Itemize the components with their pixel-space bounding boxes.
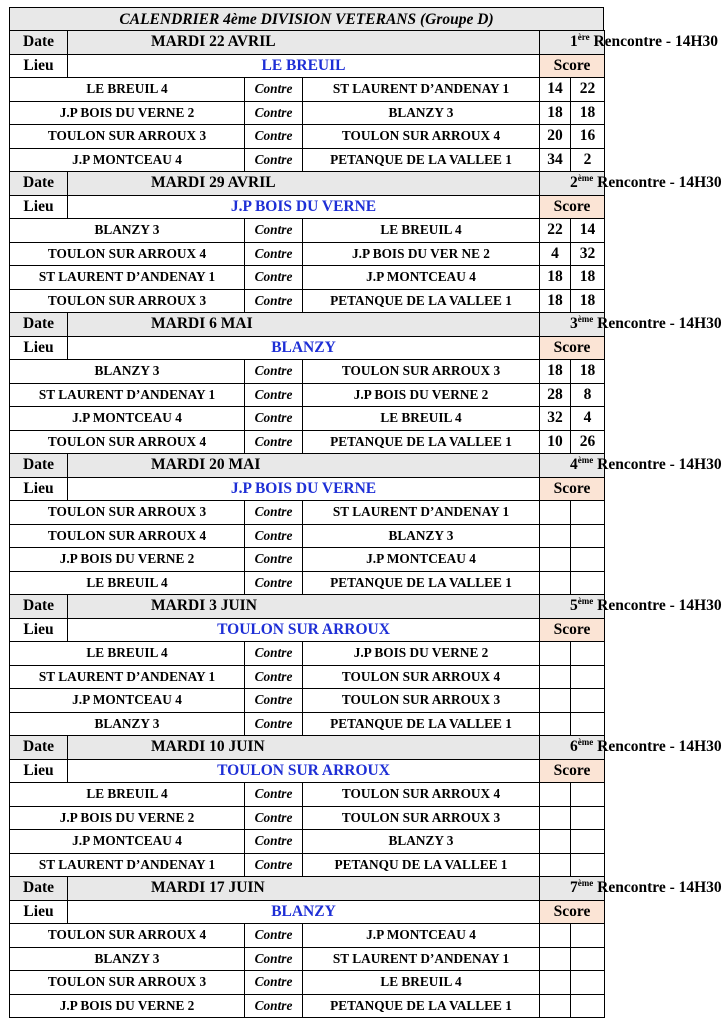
home-team: TOULON SUR ARROUX 3 <box>10 125 245 149</box>
away-team: ST LAURENT D’ANDENAY 1 <box>303 501 540 525</box>
versus-label: Contre <box>245 924 303 948</box>
away-score <box>571 924 605 948</box>
round-ordinal: ème <box>577 596 594 607</box>
home-score <box>540 571 571 595</box>
round-date: MARDI 3 JUIN <box>68 595 540 619</box>
score-header: Score <box>540 618 605 642</box>
versus-label: Contre <box>245 947 303 971</box>
away-team: ST LAURENT D’ANDENAY 1 <box>303 947 540 971</box>
away-team: J.P MONTCEAU 4 <box>303 266 540 290</box>
home-score: 20 <box>540 125 571 149</box>
round-date-row <box>10 877 605 901</box>
home-team: TOULON SUR ARROUX 4 <box>10 242 245 266</box>
match-row <box>10 219 605 243</box>
round-number <box>540 172 722 196</box>
home-score <box>540 994 571 1018</box>
away-team: J.P BOIS DU VERNE 2 <box>303 642 540 666</box>
away-score: 16 <box>571 125 605 149</box>
away-team: LE BREUIL 4 <box>303 219 540 243</box>
home-team: ST LAURENT D’ANDENAY 1 <box>10 853 245 877</box>
away-team: PETANQUE DE LA VALLEE 1 <box>303 994 540 1018</box>
match-row <box>10 242 605 266</box>
away-team: PETANQUE DE LA VALLEE 1 <box>303 148 540 172</box>
round-time: Rencontre - 14H30 <box>593 174 722 192</box>
versus-label: Contre <box>245 407 303 431</box>
date-label: Date <box>10 454 68 478</box>
score-header: Score <box>540 477 605 501</box>
match-row <box>10 430 605 454</box>
calendar-title: CALENDRIER 4ème DIVISION VETERANS (Groupe D) <box>9 7 604 30</box>
home-score: 34 <box>540 148 571 172</box>
round-time: Rencontre - 14H30 <box>593 597 722 615</box>
away-score <box>571 524 605 548</box>
round-number <box>540 736 722 760</box>
round-ordinal: ème <box>577 173 594 184</box>
match-row <box>10 524 605 548</box>
versus-label: Contre <box>245 712 303 736</box>
round-index: 6 <box>570 738 578 756</box>
home-score <box>540 853 571 877</box>
round-index: 5 <box>570 597 578 615</box>
versus-label: Contre <box>245 219 303 243</box>
home-team: TOULON SUR ARROUX 4 <box>10 524 245 548</box>
score-header: Score <box>540 336 605 360</box>
round-number <box>540 31 719 55</box>
away-score: 26 <box>571 430 605 454</box>
match-row <box>10 289 605 313</box>
calendar-sheet <box>9 7 722 1018</box>
match-row <box>10 548 605 572</box>
match-row <box>10 947 605 971</box>
venue-label: Lieu <box>10 477 68 501</box>
away-team: TOULON SUR ARROUX 4 <box>303 125 540 149</box>
score-header: Score <box>540 195 605 219</box>
away-team: LE BREUIL 4 <box>303 971 540 995</box>
round-number <box>540 454 722 478</box>
home-score <box>540 830 571 854</box>
round-time: Rencontre - 14H30 <box>593 738 722 756</box>
round-ordinal: ème <box>577 314 594 325</box>
versus-label: Contre <box>245 501 303 525</box>
versus-label: Contre <box>245 242 303 266</box>
venue-name: BLANZY <box>68 336 540 360</box>
versus-label: Contre <box>245 125 303 149</box>
home-score: 22 <box>540 219 571 243</box>
match-row <box>10 407 605 431</box>
versus-label: Contre <box>245 101 303 125</box>
home-team: ST LAURENT D’ANDENAY 1 <box>10 383 245 407</box>
round-venue-row <box>10 477 605 501</box>
home-team: LE BREUIL 4 <box>10 571 245 595</box>
away-score <box>571 548 605 572</box>
home-score: 18 <box>540 266 571 290</box>
match-row <box>10 642 605 666</box>
round-date-row <box>10 172 605 196</box>
home-score <box>540 501 571 525</box>
home-team: LE BREUIL 4 <box>10 78 245 102</box>
round-index: 4 <box>570 456 578 474</box>
date-label: Date <box>10 877 68 901</box>
round-date: MARDI 10 JUIN <box>68 736 540 760</box>
away-team: BLANZY 3 <box>303 524 540 548</box>
away-team: TOULON SUR ARROUX 3 <box>303 689 540 713</box>
home-team: TOULON SUR ARROUX 3 <box>10 289 245 313</box>
home-team: J.P MONTCEAU 4 <box>10 830 245 854</box>
away-score: 14 <box>571 219 605 243</box>
match-row <box>10 360 605 384</box>
home-team: ST LAURENT D’ANDENAY 1 <box>10 266 245 290</box>
round-date-row <box>10 454 605 478</box>
home-score <box>540 971 571 995</box>
versus-label: Contre <box>245 830 303 854</box>
home-score: 10 <box>540 430 571 454</box>
home-score <box>540 548 571 572</box>
home-team: ST LAURENT D’ANDENAY 1 <box>10 665 245 689</box>
home-team: J.P BOIS DU VERNE 2 <box>10 994 245 1018</box>
away-team: TOULON SUR ARROUX 3 <box>303 806 540 830</box>
home-score <box>540 689 571 713</box>
home-team: BLANZY 3 <box>10 712 245 736</box>
home-team: TOULON SUR ARROUX 3 <box>10 501 245 525</box>
round-date-row <box>10 736 605 760</box>
away-team: BLANZY 3 <box>303 830 540 854</box>
away-team: ST LAURENT D’ANDENAY 1 <box>303 78 540 102</box>
away-score <box>571 806 605 830</box>
away-score <box>571 571 605 595</box>
round-venue-row <box>10 618 605 642</box>
versus-label: Contre <box>245 783 303 807</box>
match-row <box>10 78 605 102</box>
round-date: MARDI 22 AVRIL <box>68 31 540 55</box>
schedule-body <box>10 31 722 1018</box>
away-score: 4 <box>571 407 605 431</box>
round-date: MARDI 29 AVRIL <box>68 172 540 196</box>
versus-label: Contre <box>245 78 303 102</box>
venue-label: Lieu <box>10 195 68 219</box>
round-date: MARDI 17 JUIN <box>68 877 540 901</box>
round-number <box>540 313 722 337</box>
away-score <box>571 971 605 995</box>
match-row <box>10 689 605 713</box>
away-team: PETANQUE DE LA VALLEE 1 <box>303 430 540 454</box>
home-team: J.P BOIS DU VERNE 2 <box>10 806 245 830</box>
home-team: J.P MONTCEAU 4 <box>10 148 245 172</box>
home-team: BLANZY 3 <box>10 947 245 971</box>
round-time: Rencontre - 14H30 <box>593 456 722 474</box>
away-team: PETANQU DE LA VALLEE 1 <box>303 853 540 877</box>
date-label: Date <box>10 313 68 337</box>
away-team: J.P MONTCEAU 4 <box>303 924 540 948</box>
away-team: J.P BOIS DU VER NE 2 <box>303 242 540 266</box>
venue-name: J.P BOIS DU VERNE <box>68 477 540 501</box>
score-header: Score <box>540 54 605 78</box>
match-row <box>10 924 605 948</box>
away-team: TOULON SUR ARROUX 4 <box>303 783 540 807</box>
venue-label: Lieu <box>10 54 68 78</box>
home-score <box>540 524 571 548</box>
round-venue-row <box>10 195 605 219</box>
round-date: MARDI 6 MAI <box>68 313 540 337</box>
away-score <box>571 830 605 854</box>
versus-label: Contre <box>245 524 303 548</box>
date-label: Date <box>10 172 68 196</box>
versus-label: Contre <box>245 571 303 595</box>
away-team: PETANQUE DE LA VALLEE 1 <box>303 571 540 595</box>
home-team: J.P MONTCEAU 4 <box>10 689 245 713</box>
away-score: 22 <box>571 78 605 102</box>
round-number <box>540 595 722 619</box>
versus-label: Contre <box>245 289 303 313</box>
match-row <box>10 501 605 525</box>
home-score <box>540 947 571 971</box>
venue-name: LE BREUIL <box>68 54 540 78</box>
match-row <box>10 383 605 407</box>
venue-name: BLANZY <box>68 900 540 924</box>
round-index: 3 <box>570 315 578 333</box>
round-ordinal: ème <box>577 455 594 466</box>
match-row <box>10 806 605 830</box>
home-team: J.P MONTCEAU 4 <box>10 407 245 431</box>
round-venue-row <box>10 336 605 360</box>
away-score: 18 <box>571 289 605 313</box>
round-time: Rencontre - 14H30 <box>593 879 722 897</box>
round-venue-row <box>10 54 605 78</box>
away-team: TOULON SUR ARROUX 3 <box>303 360 540 384</box>
venue-name: TOULON SUR ARROUX <box>68 618 540 642</box>
away-score <box>571 501 605 525</box>
away-team: PETANQUE DE LA VALLEE 1 <box>303 712 540 736</box>
away-score <box>571 665 605 689</box>
versus-label: Contre <box>245 383 303 407</box>
away-team: PETANQUE DE LA VALLEE 1 <box>303 289 540 313</box>
versus-label: Contre <box>245 853 303 877</box>
date-label: Date <box>10 736 68 760</box>
round-ordinal: ème <box>577 737 594 748</box>
away-score: 18 <box>571 266 605 290</box>
venue-name: J.P BOIS DU VERNE <box>68 195 540 219</box>
away-score: 8 <box>571 383 605 407</box>
match-row <box>10 994 605 1018</box>
score-header: Score <box>540 900 605 924</box>
away-score <box>571 994 605 1018</box>
venue-name: TOULON SUR ARROUX <box>68 759 540 783</box>
away-score <box>571 853 605 877</box>
home-team: TOULON SUR ARROUX 4 <box>10 430 245 454</box>
date-label: Date <box>10 31 68 55</box>
round-index: 1 <box>570 33 578 51</box>
home-score: 28 <box>540 383 571 407</box>
home-team: TOULON SUR ARROUX 4 <box>10 924 245 948</box>
away-team: BLANZY 3 <box>303 101 540 125</box>
home-score: 18 <box>540 289 571 313</box>
home-team: J.P BOIS DU VERNE 2 <box>10 101 245 125</box>
match-row <box>10 830 605 854</box>
versus-label: Contre <box>245 148 303 172</box>
away-score <box>571 712 605 736</box>
home-team: LE BREUIL 4 <box>10 642 245 666</box>
date-label: Date <box>10 595 68 619</box>
venue-label: Lieu <box>10 336 68 360</box>
versus-label: Contre <box>245 548 303 572</box>
versus-label: Contre <box>245 806 303 830</box>
home-score <box>540 806 571 830</box>
home-score <box>540 712 571 736</box>
versus-label: Contre <box>245 642 303 666</box>
match-row <box>10 712 605 736</box>
away-score <box>571 642 605 666</box>
schedule-table <box>9 30 722 1018</box>
venue-label: Lieu <box>10 618 68 642</box>
away-team: LE BREUIL 4 <box>303 407 540 431</box>
match-row <box>10 125 605 149</box>
away-score: 32 <box>571 242 605 266</box>
away-team: TOULON SUR ARROUX 4 <box>303 665 540 689</box>
home-score: 18 <box>540 101 571 125</box>
away-score <box>571 947 605 971</box>
round-time: Rencontre - 14H30 <box>589 33 719 51</box>
score-header: Score <box>540 759 605 783</box>
round-ordinal: ère <box>577 32 590 43</box>
match-row <box>10 571 605 595</box>
versus-label: Contre <box>245 971 303 995</box>
round-index: 7 <box>570 879 578 897</box>
home-score: 32 <box>540 407 571 431</box>
home-team: LE BREUIL 4 <box>10 783 245 807</box>
versus-label: Contre <box>245 266 303 290</box>
round-venue-row <box>10 759 605 783</box>
away-team: J.P MONTCEAU 4 <box>303 548 540 572</box>
home-team: J.P BOIS DU VERNE 2 <box>10 548 245 572</box>
away-team: J.P BOIS DU VERNE 2 <box>303 383 540 407</box>
versus-label: Contre <box>245 994 303 1018</box>
away-score <box>571 783 605 807</box>
home-team: BLANZY 3 <box>10 360 245 384</box>
versus-label: Contre <box>245 430 303 454</box>
round-ordinal: ème <box>577 878 594 889</box>
home-score: 14 <box>540 78 571 102</box>
match-row <box>10 783 605 807</box>
venue-label: Lieu <box>10 900 68 924</box>
home-score <box>540 665 571 689</box>
round-venue-row <box>10 900 605 924</box>
home-team: BLANZY 3 <box>10 219 245 243</box>
away-score: 18 <box>571 360 605 384</box>
match-row <box>10 665 605 689</box>
home-score: 18 <box>540 360 571 384</box>
away-score: 2 <box>571 148 605 172</box>
match-row <box>10 148 605 172</box>
round-date-row <box>10 31 605 55</box>
round-time: Rencontre - 14H30 <box>593 315 722 333</box>
round-date-row <box>10 313 605 337</box>
home-score <box>540 642 571 666</box>
match-row <box>10 101 605 125</box>
match-row <box>10 971 605 995</box>
match-row <box>10 266 605 290</box>
round-date-row <box>10 595 605 619</box>
home-score <box>540 783 571 807</box>
round-index: 2 <box>570 174 578 192</box>
home-score: 4 <box>540 242 571 266</box>
versus-label: Contre <box>245 665 303 689</box>
round-number <box>540 877 722 901</box>
away-score: 18 <box>571 101 605 125</box>
away-score <box>571 689 605 713</box>
versus-label: Contre <box>245 689 303 713</box>
match-row <box>10 853 605 877</box>
home-team: TOULON SUR ARROUX 3 <box>10 971 245 995</box>
home-score <box>540 924 571 948</box>
versus-label: Contre <box>245 360 303 384</box>
venue-label: Lieu <box>10 759 68 783</box>
round-date: MARDI 20 MAI <box>68 454 540 478</box>
